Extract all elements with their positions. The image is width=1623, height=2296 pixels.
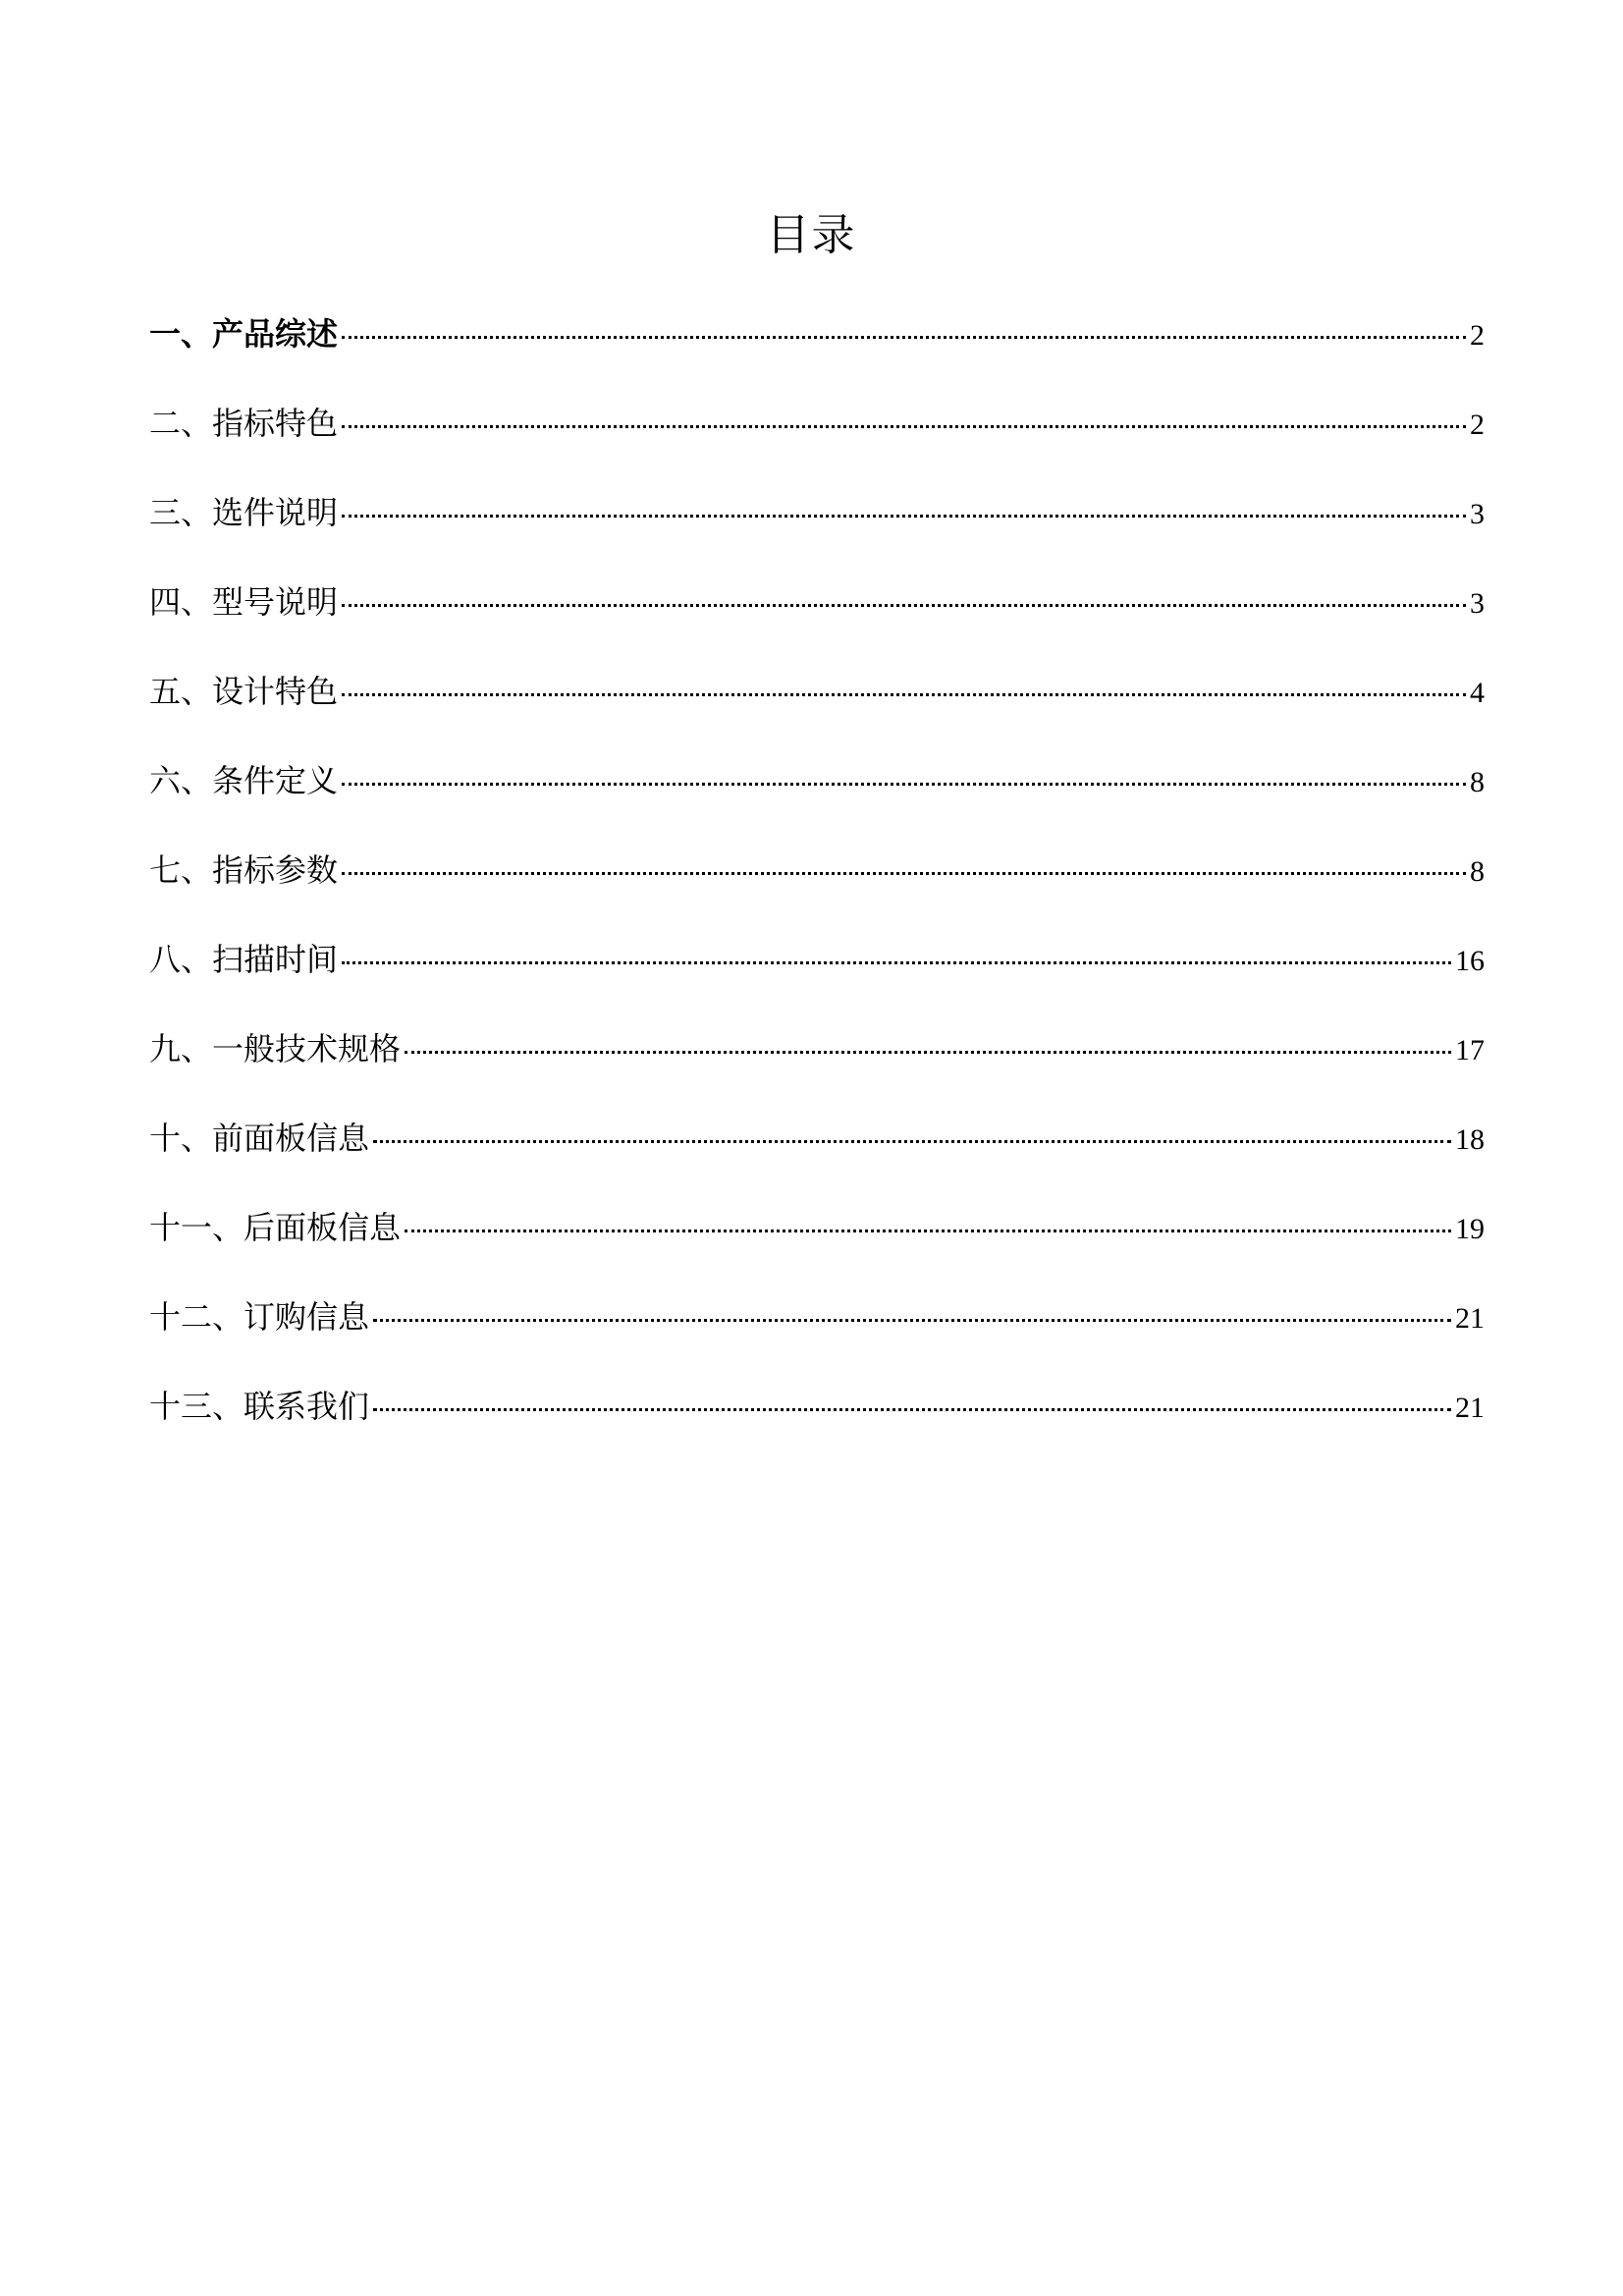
toc-entry[interactable] bbox=[149, 930, 1485, 1019]
toc-entry[interactable] bbox=[149, 304, 1485, 394]
toc-entry-label: 八、扫描时间 bbox=[149, 941, 339, 978]
table-of-contents bbox=[149, 304, 1485, 1466]
toc-entry-label: 一、产品综述 bbox=[149, 315, 339, 353]
toc-entry-page: 8 bbox=[1470, 855, 1485, 888]
toc-entry-page: 3 bbox=[1470, 587, 1485, 620]
toc-entry-label: 三、选件说明 bbox=[149, 494, 339, 531]
toc-entry[interactable] bbox=[149, 1109, 1485, 1198]
toc-entry-label: 二、指标特色 bbox=[149, 405, 339, 442]
page-title: 目录 bbox=[766, 210, 857, 260]
toc-entry-page: 18 bbox=[1455, 1123, 1485, 1156]
toc-entry-label: 六、条件定义 bbox=[149, 762, 339, 799]
toc-entry[interactable] bbox=[149, 1287, 1485, 1377]
toc-entry[interactable] bbox=[149, 1198, 1485, 1287]
toc-dot-leader bbox=[373, 1140, 1451, 1143]
toc-entry-page: 19 bbox=[1455, 1213, 1485, 1245]
toc-dot-leader bbox=[373, 1319, 1451, 1322]
toc-dot-leader bbox=[373, 1408, 1451, 1411]
toc-entry-page: 17 bbox=[1455, 1034, 1485, 1066]
toc-entry-page: 16 bbox=[1455, 945, 1485, 977]
toc-entry-page: 8 bbox=[1470, 766, 1485, 798]
toc-entry-page: 4 bbox=[1470, 677, 1485, 709]
toc-dot-leader bbox=[342, 336, 1466, 339]
toc-dot-leader bbox=[342, 783, 1466, 786]
toc-entry[interactable] bbox=[149, 394, 1485, 483]
toc-entry[interactable] bbox=[149, 483, 1485, 573]
toc-entry-page: 21 bbox=[1455, 1302, 1485, 1335]
toc-entry-label: 十、前面板信息 bbox=[149, 1120, 370, 1157]
toc-entry[interactable] bbox=[149, 841, 1485, 930]
toc-dot-leader bbox=[342, 515, 1466, 518]
toc-dot-leader bbox=[405, 1051, 1451, 1054]
toc-dot-leader bbox=[342, 872, 1466, 875]
toc-entry-label: 七、指标参数 bbox=[149, 851, 339, 889]
toc-entry-label: 四、型号说明 bbox=[149, 583, 339, 621]
toc-entry-label: 十一、后面板信息 bbox=[149, 1209, 402, 1246]
toc-entry-page: 2 bbox=[1470, 319, 1485, 352]
toc-entry-page: 2 bbox=[1470, 409, 1485, 441]
toc-dot-leader bbox=[342, 693, 1466, 696]
toc-entry[interactable] bbox=[149, 1019, 1485, 1109]
toc-dot-leader bbox=[342, 425, 1466, 428]
toc-dot-leader bbox=[405, 1230, 1451, 1232]
toc-entry[interactable] bbox=[149, 1377, 1485, 1466]
toc-dot-leader bbox=[342, 961, 1451, 964]
toc-entry-page: 3 bbox=[1470, 498, 1485, 530]
toc-entry-label: 五、设计特色 bbox=[149, 673, 339, 710]
toc-dot-leader bbox=[342, 604, 1466, 607]
toc-entry-label: 十三、联系我们 bbox=[149, 1388, 370, 1425]
toc-entry[interactable] bbox=[149, 751, 1485, 841]
toc-entry-page: 21 bbox=[1455, 1392, 1485, 1424]
toc-entry-label: 九、一般技术规格 bbox=[149, 1030, 402, 1067]
toc-entry[interactable] bbox=[149, 573, 1485, 662]
toc-entry[interactable] bbox=[149, 662, 1485, 751]
toc-entry-label: 十二、订购信息 bbox=[149, 1298, 370, 1336]
